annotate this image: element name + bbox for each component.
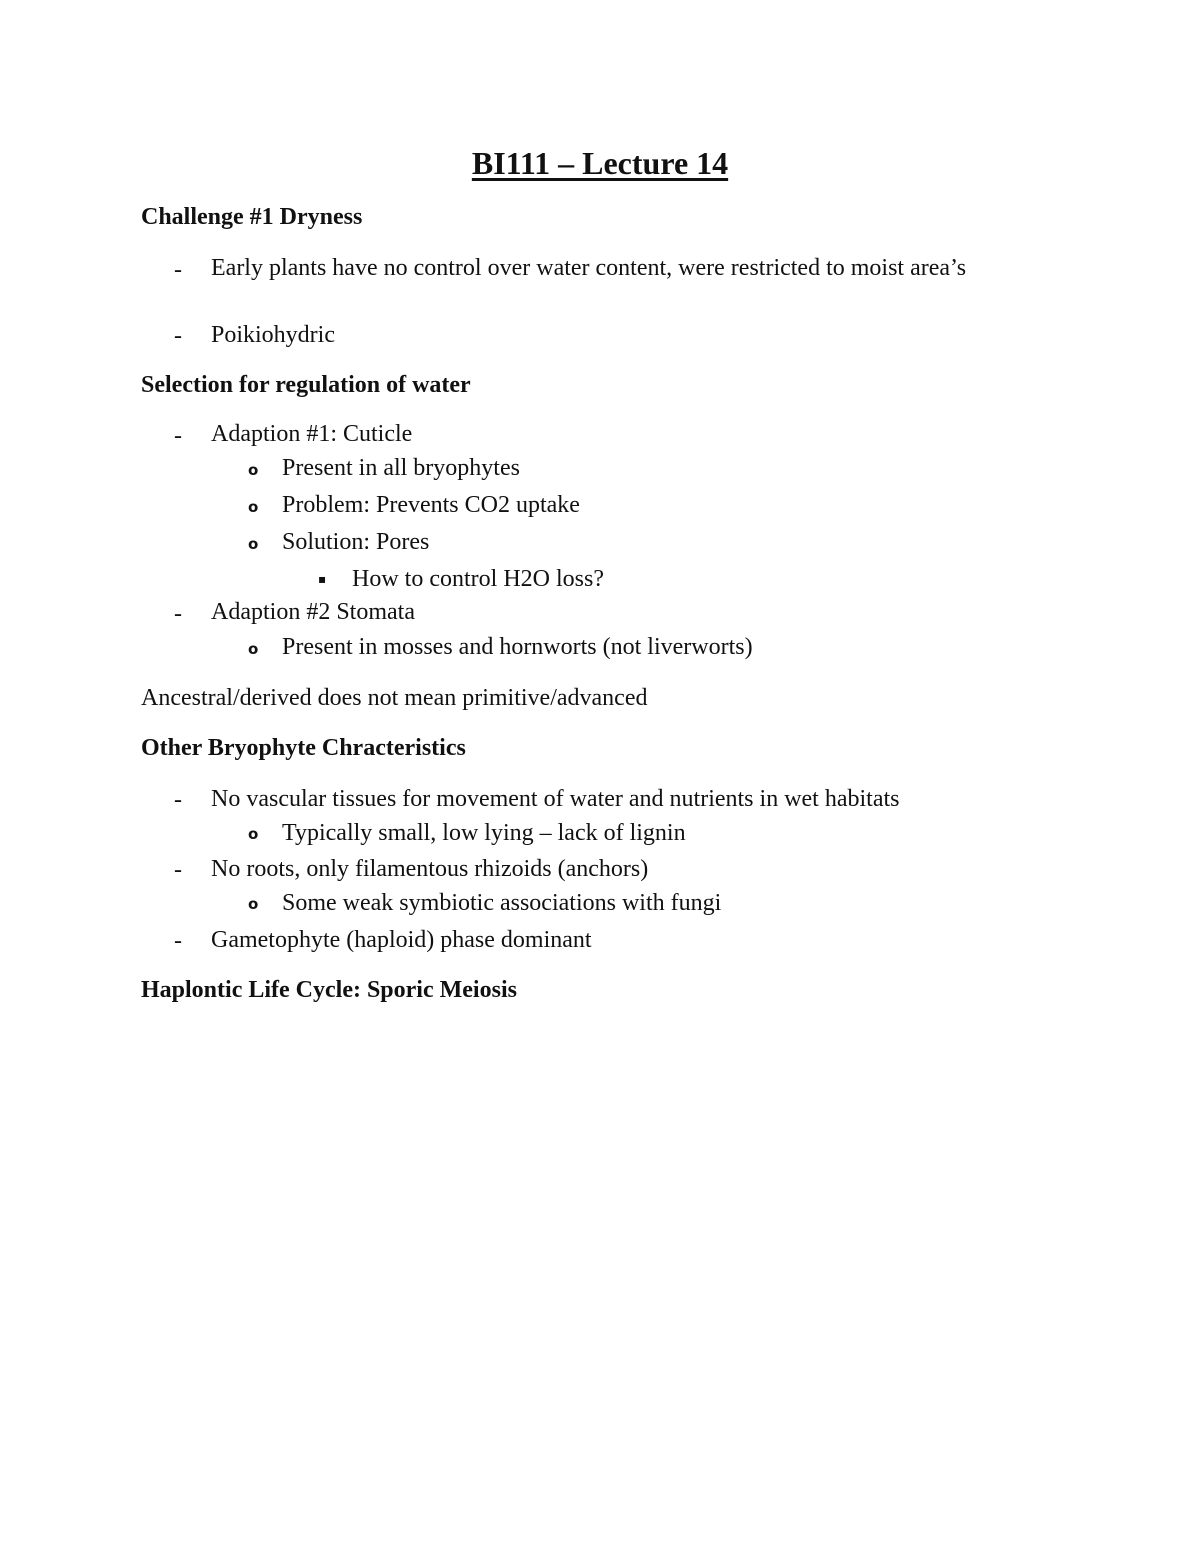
- challenge-item-1: Early plants have no control over water content, were restricted to moist area’s: [211, 255, 967, 281]
- other-item-1: No vascular tissues for movement of water and nutrients in wet habitats: [211, 786, 900, 812]
- heading-haplontic: Haplontic Life Cycle: Sporic Meiosis: [141, 977, 517, 1003]
- dash-bullet: -: [174, 257, 182, 283]
- other-item-3: Gametophyte (haploid) phase dominant: [211, 927, 592, 953]
- heading-challenge: Challenge #1 Dryness: [141, 204, 363, 230]
- heading-other: Other Bryophyte Chracteristics: [141, 735, 466, 761]
- adaption-1: Adaption #1: Cuticle: [211, 421, 413, 447]
- circle-bullet: o: [248, 895, 259, 913]
- adaption-1-sub-3: Solution: Pores: [282, 529, 430, 555]
- other-item-1-sub: Typically small, low lying – lack of lignin: [282, 820, 686, 846]
- dash-bullet: -: [174, 787, 182, 813]
- dash-bullet: -: [174, 423, 182, 449]
- heading-selection: Selection for regulation of water: [141, 372, 471, 398]
- adaption-1-sub-2: Problem: Prevents CO2 uptake: [282, 492, 580, 518]
- adaption-1-subsub: How to control H2O loss?: [352, 566, 604, 592]
- circle-bullet: o: [248, 461, 259, 479]
- circle-bullet: o: [248, 640, 259, 658]
- dash-bullet: -: [174, 323, 182, 349]
- dash-bullet: -: [174, 601, 182, 627]
- ancestral-note: Ancestral/derived does not mean primitive/advanced: [141, 685, 648, 711]
- dash-bullet: -: [174, 928, 182, 954]
- adaption-1-sub-1: Present in all bryophytes: [282, 455, 520, 481]
- adaption-2-sub: Present in mosses and hornworts (not liverworts): [282, 634, 753, 660]
- other-item-2-sub: Some weak symbiotic associations with fungi: [282, 890, 722, 916]
- page-title: BI111 – Lecture 14: [471, 145, 729, 181]
- square-bullet: ▪: [318, 572, 327, 586]
- circle-bullet: o: [248, 535, 259, 553]
- circle-bullet: o: [248, 825, 259, 843]
- circle-bullet: o: [248, 498, 259, 516]
- adaption-2: Adaption #2 Stomata: [211, 599, 415, 625]
- challenge-item-2: Poikiohydric: [211, 322, 335, 348]
- dash-bullet: -: [174, 857, 182, 883]
- other-item-2: No roots, only filamentous rhizoids (anchors): [211, 856, 649, 882]
